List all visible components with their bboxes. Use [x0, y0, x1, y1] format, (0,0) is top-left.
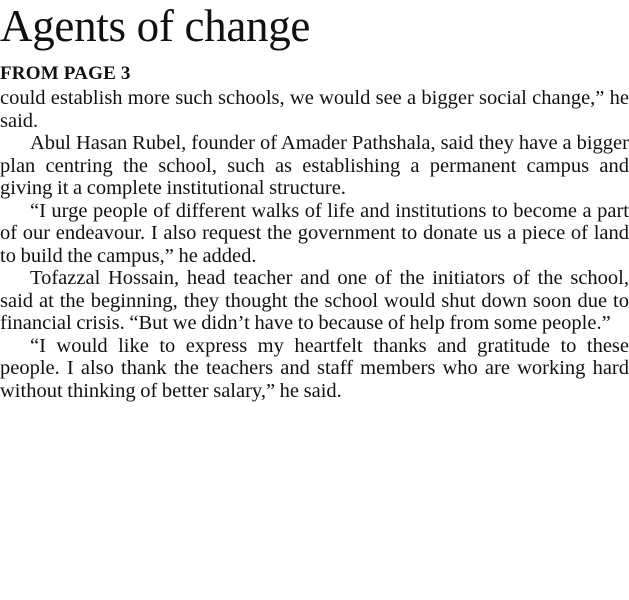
jump-line: FROM PAGE 3 [0, 63, 131, 84]
article-body [0, 87, 629, 402]
paragraph: “I urge people of different walks of life and institutions to become a part of our endeavour. I also request the government to donate us a piece of land to build the campus,” he added. [0, 199, 629, 267]
paragraph: could establish more such schools, we would see a bigger social change,” he said. [0, 87, 629, 132]
headline: Agents of change [0, 1, 311, 51]
paragraph: Abul Hasan Rubel, founder of Amader Pathshala, said they have a bigger plan centring the school, such as establishing a permanent campus and giving it a complete institutional structure. [0, 132, 629, 199]
paragraph: “I would like to express my heartfelt thanks and gratitude to these people. I also thank the teachers and staff members who are working hard without thinking of better salary,” he said. [0, 334, 629, 402]
paragraph: Tofazzal Hossain, head teacher and one of the initiators of the school, said at the beginning, they thought the school would shut down soon due to financial crisis. “But we didn’t have to because of help from some people.” [0, 267, 629, 334]
